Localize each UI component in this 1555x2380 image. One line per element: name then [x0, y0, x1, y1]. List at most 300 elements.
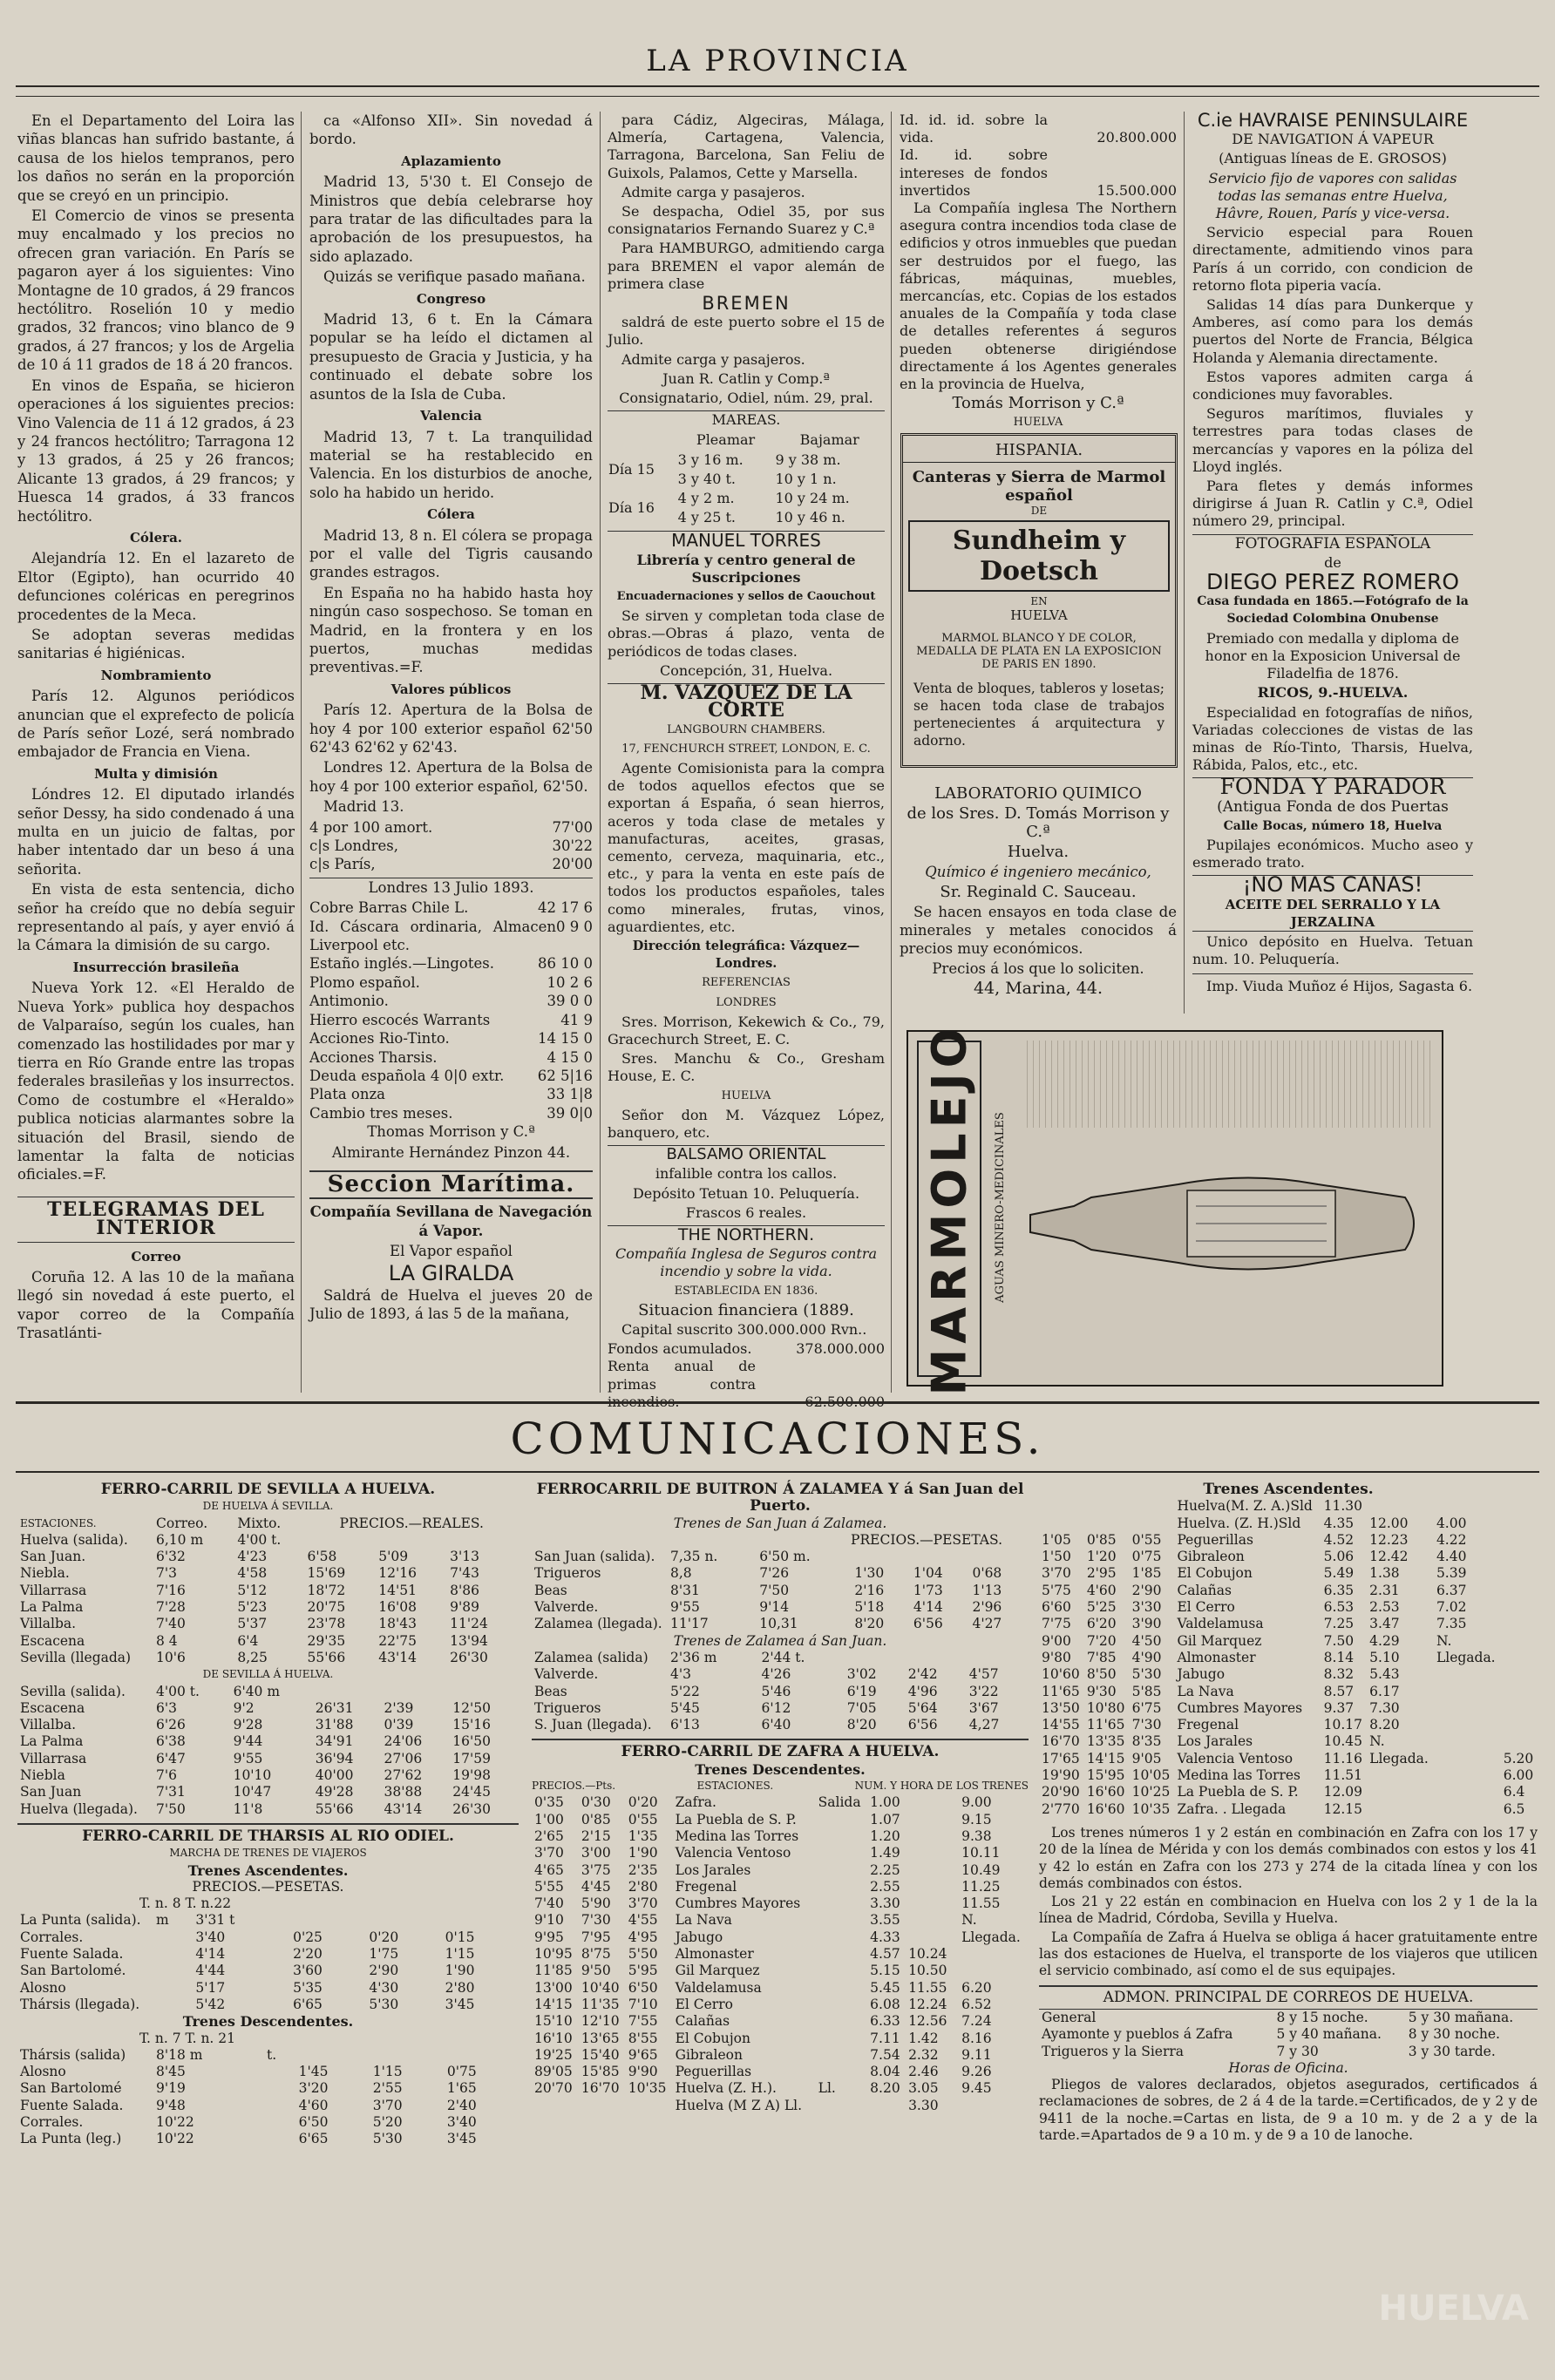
table-row — [532, 2098, 1029, 2114]
table-cell: 16'10 — [534, 2030, 573, 2046]
table-cell: Jabugo — [675, 1929, 723, 1945]
table-cell: 4,27 — [968, 1717, 1000, 1733]
ad-subtitle: Canteras y Sierra de Marmol español — [912, 468, 1166, 505]
table-row — [532, 1929, 1029, 1946]
table-cell — [816, 1963, 868, 1979]
quote-row — [309, 973, 593, 992]
table-cell: Calañas — [675, 2013, 730, 2030]
table-cell: N. — [1436, 1632, 1452, 1649]
table-row — [532, 1794, 1029, 1811]
timetable-body — [532, 1650, 1029, 1733]
table-cell — [1501, 1549, 1538, 1565]
table-cell: 3'20 — [298, 2080, 329, 2097]
table-cell: 2.25 — [870, 1861, 900, 1878]
article-paragraph: Madrid 13, 6 t. En la Cámara popular se ha leído el dictamen al presupuesto de Gracia y Justicia, y ha continuado el debate sobre los asuntos de la Isla de Cuba. — [309, 311, 593, 403]
table-row — [532, 1812, 1029, 1828]
table-cell: 0'35 — [534, 1794, 564, 1811]
table-cell: 5.43 — [1369, 1666, 1400, 1683]
table-cell — [264, 2131, 296, 2147]
ad-text: infalible contra los callos. — [655, 1165, 838, 1183]
table-cell: 1'15 — [372, 2064, 403, 2080]
table-cell: 16'50 — [452, 1733, 491, 1750]
table-cell — [153, 1946, 193, 1963]
quote-value: 33 1|8 — [547, 1086, 593, 1103]
table-cell: Gibraleon — [675, 2046, 743, 2063]
post-office-title: ADMON. PRINCIPAL DE CORREOS DE HUELVA. — [1039, 1985, 1538, 2010]
table-cell: 16'70 — [581, 2080, 620, 2097]
table-row — [1039, 1650, 1538, 1666]
timetable-subtitle: Trenes Descendentes. — [695, 1760, 866, 1778]
table-cell — [264, 2064, 296, 2080]
table-cell: 13'00 — [534, 1979, 573, 1996]
section-heading: Nombramiento — [100, 667, 212, 683]
table-row — [532, 1583, 1029, 1599]
table-cell: 3'31 t — [195, 1912, 235, 1929]
table-cell: Huelva (salida). — [20, 1531, 128, 1548]
table-cell: 11.16 — [1323, 1750, 1363, 1766]
table-cell: 4'60 — [298, 2097, 329, 2113]
table-cell: 9'55 — [670, 1599, 700, 1616]
table-row — [17, 1633, 519, 1650]
table-cell — [1084, 1515, 1130, 1532]
table-cell — [967, 1650, 1029, 1666]
timetable-ascendentes — [1039, 1482, 1538, 2146]
table-cell: 6'75 — [1131, 1699, 1162, 1716]
table-cell: 8'50 — [1086, 1666, 1117, 1683]
table-cell: 2.46 — [908, 2064, 939, 2080]
table-row — [1039, 1684, 1538, 1700]
table-cell — [969, 1549, 1029, 1565]
ad-text: Venta de bloques, tableros y losetas; se hacen toda clase de trabajos pertenecientes á arquitectura y adorno. — [913, 681, 1165, 749]
table-cell: 5.15 — [870, 1963, 900, 1979]
table-row — [532, 2064, 1029, 2080]
table-cell — [153, 1929, 193, 1946]
table-row — [17, 1946, 519, 1963]
quote-value: 20'00 — [552, 856, 593, 873]
column-ads-3 — [1192, 112, 1473, 998]
table-cell: 6.33 — [870, 2013, 900, 2030]
table-cell: 8.20 — [1369, 1717, 1400, 1733]
ad-text: saldrá de este puerto sobre el 15 de Julio. — [608, 314, 885, 349]
table-cell: 2'36 m — [670, 1649, 717, 1665]
table-cell: 4.57 — [870, 1946, 900, 1963]
table-cell — [153, 1963, 193, 1979]
table-cell: 10.17 — [1323, 1717, 1363, 1733]
timetable-note: Los 21 y 22 están en combinacion en Huelva con los 2 y 1 de la la línea de Madrid, Córdoba, Sevilla y Huelva. — [1039, 1894, 1538, 1927]
table-cell: 4'14 — [913, 1599, 943, 1616]
table-cell — [959, 2098, 1029, 2114]
article-paragraph: Quizás se verifique pasado mañana. — [323, 268, 586, 286]
ad-signature: Tomás Morrison y C.ª — [952, 394, 1124, 413]
table-cell — [532, 2098, 579, 2114]
tides-cell: 4 y 2 m. — [677, 490, 735, 507]
table-cell: 6'50 m. — [759, 1549, 811, 1565]
table-cell: 6.37 — [1436, 1582, 1467, 1598]
table-cell: 0'30 — [581, 1794, 611, 1811]
quote-value: 39 0 0 — [547, 993, 593, 1010]
table-cell: 15'16 — [452, 1717, 491, 1733]
table-cell: 9'10 — [534, 1912, 564, 1929]
table-cell: 5.39 — [1436, 1565, 1467, 1582]
quote-row — [309, 855, 593, 873]
ad-address: Calle Bocas, número 18, Huelva — [1223, 818, 1443, 833]
table-cell: 7.24 — [961, 2013, 992, 2030]
table-cell: 6'60 — [1042, 1599, 1071, 1616]
table-row — [1039, 1801, 1538, 1818]
table-cell: 1'73 — [913, 1582, 943, 1598]
table-cell: 11'24 — [450, 1616, 488, 1632]
table-cell: 16'70 — [1042, 1733, 1080, 1750]
table-cell: 14'15 — [534, 1996, 573, 2012]
quote-label: Plata onza — [309, 1086, 386, 1103]
ad-text: La Compañía inglesa The Northern asegura contra incendios toda clase de edificios y otros inmuebles que puedan ser destruidos por el fuego, las fábricas, máquinas, muebles, mercancías, etc. Copias de los estados anuales de la Compañía y toda clase de detalles referentes á seguros pueden obtenerse dirigiéndose directamente á los Agentes generales en la provincia de Huelva, — [900, 200, 1177, 393]
table-cell: 6.4 — [1503, 1784, 1525, 1800]
table-cell — [816, 1845, 868, 1861]
table-row — [1039, 1633, 1538, 1650]
table-row — [17, 1997, 519, 2013]
table-cell: Calañas — [1177, 1582, 1232, 1598]
table-row — [1039, 1498, 1538, 1515]
table-row — [532, 2031, 1029, 2047]
table-cell: 19'25 — [534, 2046, 573, 2063]
table-row — [1039, 1767, 1538, 1784]
section-heading: Correo — [131, 1248, 181, 1265]
table-cell: 8.20 — [870, 2080, 900, 2097]
table-cell: 1'50 — [1042, 1549, 1071, 1565]
table-cell: 7.35 — [1436, 1616, 1467, 1632]
table-cell: 0'39 — [384, 1717, 414, 1733]
table-cell — [1434, 1784, 1501, 1800]
table-cell: Trigueros y la Sierra — [1042, 2043, 1185, 2059]
table-cell: Escacena — [20, 1632, 85, 1649]
table-cell — [1501, 1498, 1538, 1515]
table-cell: 9'95 — [534, 1929, 564, 1945]
table-cell: 14'55 — [1042, 1717, 1080, 1733]
table-cell: 7'55 — [628, 2013, 658, 2030]
table-cell: 10'60 — [1042, 1666, 1080, 1683]
timetable-subtitle: DE SEVILLA Á HUELVA. — [202, 1668, 334, 1681]
table-cell: Villarrasa — [20, 1750, 87, 1766]
table-cell: 8 y 15 noche. — [1276, 2009, 1368, 2025]
table-cell: S. Juan (llegada). — [534, 1717, 652, 1733]
table-cell: 5'30 — [369, 1996, 399, 2012]
quote-row — [309, 992, 593, 1010]
table-cell: 7'40 — [156, 1616, 186, 1632]
table-cell: Gibraleon — [1177, 1549, 1245, 1565]
table-row — [1039, 1532, 1538, 1549]
table-cell — [816, 1812, 868, 1828]
table-cell — [867, 2098, 906, 2114]
column-divider — [891, 112, 892, 1393]
timetable-table — [532, 1794, 1029, 2114]
article-paragraph: ca «Alfonso XII». Sin novedad á bordo. — [309, 112, 593, 148]
table-row — [17, 1684, 519, 1700]
table-row — [532, 1895, 1029, 1912]
table-cell: La Puebla de S. P. — [675, 1811, 797, 1827]
table-cell: 11'35 — [581, 1996, 620, 2012]
table-row — [17, 2131, 519, 2147]
table-cell: Fuente Salada. — [20, 1946, 124, 1963]
table-cell: 5'75 — [1042, 1582, 1071, 1598]
table-cell: San Juan. — [20, 1549, 86, 1565]
table-cell: Gil Marquez — [1177, 1632, 1262, 1649]
article-paragraph: París 12. Apertura de la Bolsa de hoy 4 por 100 exterior español 62'50 62'43 62'62 y 62'43. — [309, 702, 593, 756]
table-cell: 4'50 — [1131, 1632, 1162, 1649]
table-cell: 19'90 — [1042, 1767, 1080, 1784]
table-cell: Trigueros — [534, 1699, 601, 1716]
finance-value: 20.800.000 — [1097, 129, 1177, 146]
table-cell — [906, 1845, 954, 1861]
table-cell — [296, 2047, 370, 2064]
timetable-note: Los trenes números 1 y 2 están en combinación en Zafra con los 17 y 20 de la línea de Mérida y con los demás combinados con estos y los 41 y 42 lo están en Zafra con los 273 y 274 de la citada línea y con los demás combinados con éstos. — [1039, 1824, 1538, 1891]
table-cell: 12.09 — [1323, 1784, 1363, 1800]
table-cell: 9.11 — [961, 2046, 992, 2063]
table-cell: San Bartolomé — [20, 2080, 122, 2097]
ad-text: Compañía Inglesa de Seguros contra incendio y sobre la vida. — [615, 1245, 878, 1280]
table-cell: General — [1042, 2009, 1097, 2025]
table-cell: 3'45 — [446, 2131, 477, 2147]
ship-name: BREMEN — [702, 293, 791, 315]
table-cell — [1501, 1650, 1538, 1666]
table-cell: 5.45 — [870, 1979, 900, 1996]
table-cell: 27'62 — [384, 1767, 423, 1784]
table-cell: 4'65 — [534, 1861, 564, 1878]
table-cell: 4'58 — [237, 1565, 268, 1582]
table-cell: 1'35 — [628, 1827, 658, 1844]
table-cell: El Cerro — [1177, 1599, 1235, 1616]
table-cell: 5'42 — [195, 1996, 226, 2012]
quote-value: 0 9 0 — [556, 918, 593, 935]
ad-text: Seguros marítimos, fluviales y terrestres para todas clases de mercancías y vapores en la póliza del Lloyd inglés. — [1192, 405, 1473, 475]
table-cell: Niebla — [20, 1767, 65, 1784]
table-cell: 1.20 — [870, 1827, 900, 1844]
col-header: Mixto. — [237, 1515, 282, 1531]
table-row — [1039, 1549, 1538, 1565]
table-cell: 3'70 — [372, 2097, 403, 2113]
table-cell: 10.11 — [961, 1845, 1001, 1861]
table-cell: 16'60 — [1086, 1800, 1125, 1817]
timetable-subtitle: Trenes Descendentes. — [182, 2013, 354, 2031]
article-paragraph: París 12. Algunos periódicos anuncian que el exprefecto de policía de París señor Lozé, será nombrado embajador de Francia en Viena. — [17, 688, 295, 761]
table-cell: 18'43 — [378, 1616, 418, 1632]
table-row — [1039, 2044, 1538, 2060]
ad-text: EN — [1030, 595, 1048, 607]
table-cell: 7.25 — [1323, 1616, 1355, 1632]
table-cell: 20'90 — [1042, 1784, 1080, 1800]
table-cell: Fregenal — [675, 1878, 737, 1895]
bottle-illustration — [1022, 1136, 1431, 1311]
ad-subtitle: HUELVA — [1013, 416, 1063, 430]
table-cell: Zalamea (llegada). — [534, 1616, 662, 1632]
table-cell: 1'13 — [972, 1582, 1002, 1598]
table-cell — [816, 2064, 868, 2080]
quote-label: Acciones Rio-Tinto. — [309, 1030, 450, 1048]
table-cell: 7'3 — [156, 1565, 177, 1582]
table-cell — [816, 2047, 868, 2064]
table-cell: Llegada. — [1436, 1649, 1496, 1665]
table-cell: 6'20 — [1086, 1616, 1117, 1632]
table-cell: 2'55 — [372, 2080, 403, 2097]
table-cell: 4.52 — [1323, 1531, 1355, 1548]
table-cell: El Cobujon — [675, 2030, 750, 2046]
timetable-title: FERRO-CARRIL DE THARSIS AL RIO ODIEL. — [17, 1823, 519, 1845]
table-cell — [1434, 1717, 1501, 1733]
table-cell: 6,10 m — [156, 1531, 204, 1548]
table-cell: 6'3 — [156, 1699, 177, 1716]
table-cell — [906, 1812, 954, 1828]
ad-subtitle: HUELVA — [721, 1088, 771, 1102]
table-cell: Alosno — [20, 1979, 66, 1996]
table-cell: 1.38 — [1369, 1565, 1400, 1582]
table-cell: Medina las Torres — [1177, 1767, 1301, 1784]
table-cell: Valencia Ventoso — [1177, 1750, 1294, 1766]
quotes-list — [309, 818, 593, 874]
table-row — [1039, 2026, 1538, 2043]
table-cell: 9'89 — [450, 1599, 479, 1616]
table-row — [17, 1801, 519, 1818]
timetable-body — [17, 2047, 519, 2148]
tides-col-header: Bajamar — [799, 431, 859, 449]
table-row — [1039, 2010, 1538, 2026]
table-cell — [153, 1980, 193, 1997]
table-cell: 12'50 — [452, 1699, 491, 1716]
column-divider — [301, 112, 302, 1393]
table-cell: 2'15 — [581, 1827, 611, 1844]
table-cell: 17'65 — [1042, 1750, 1080, 1766]
ad-subtitle: (Antiguas líneas de E. GROSOS) — [1219, 150, 1447, 167]
table-cell: 40'00 — [315, 1767, 354, 1784]
table-cell — [1434, 1700, 1501, 1717]
table-cell: 26'30 — [450, 1649, 488, 1665]
finance-row — [900, 146, 1177, 200]
table-cell: 4'45 — [581, 1878, 611, 1895]
ad-text: Capital suscrito 300.000.000 Rvn.. — [621, 1321, 867, 1338]
table-cell: 6'19 — [846, 1683, 877, 1699]
table-cell — [1367, 1767, 1434, 1784]
col-header: NUM. Y HORA DE LOS TRENES — [854, 1780, 1029, 1793]
archive-watermark — [1337, 2288, 1529, 2358]
table-cell: 1'75 — [369, 1946, 399, 1963]
table-cell: 15'85 — [581, 2064, 620, 2080]
table-cell — [1501, 1565, 1538, 1582]
quote-label: Hierro escocés Warrants — [309, 1011, 491, 1028]
table-row — [532, 1549, 1029, 1565]
table-cell: 8.32 — [1323, 1666, 1355, 1683]
ad-text: Para HAMBURGO, admitiendo carga para BREMEN el vapor alemán de primera clase — [608, 240, 885, 292]
table-cell — [1501, 1700, 1538, 1717]
table-cell: 7'50 — [759, 1582, 790, 1598]
table-row — [532, 1828, 1029, 1845]
table-cell: 4'30 — [369, 1979, 399, 1996]
article-paragraph: El Comercio de vinos se presenta muy encalmado y los precios no ofrecen gran variación. En París se pagaron ayer á los siguientes: Vino Montagne de 10 grados, á 29 francos hectólitro. Roselión 10 y medio grados, 32 francos; vino blanco de 9 grados, á 27 francos; y los de Argelia de 10 á 11 grados de 18 á 20 francos. — [17, 207, 295, 374]
table-cell: 7'95 — [581, 1929, 611, 1945]
timetable-title: Trenes Ascendentes. — [1203, 1481, 1374, 1498]
timetable-body — [532, 1794, 1029, 2114]
article-paragraph: En vinos de España, se hicieron operaciones á los siguientes precios: Vino Valencia de 11 á 12 grados, á 23 y 24 francos hectólitro; Tarragona 12 y 13 grados, á 25 y 26 francos; Alicante 13 grados, á 29 francos; y Huesca 14 grados, á 33 francos hectólitro. — [17, 376, 295, 525]
ad-text: Dirección telegráfica: Vázquez—Londres. — [632, 938, 860, 972]
table-cell: 23'78 — [307, 1616, 346, 1632]
quote-row — [309, 1067, 593, 1085]
table-cell — [1501, 1717, 1538, 1733]
quote-row — [309, 1104, 593, 1122]
timetable-header — [532, 1778, 1029, 1794]
table-cell — [816, 1862, 868, 1879]
table-cell: 11.51 — [1323, 1767, 1363, 1784]
ad-subtitle: Encuadernaciones y sellos de Caouchout — [616, 590, 876, 604]
table-cell: Cumbres Mayores — [675, 1895, 801, 1912]
article-paragraph: Alejandría 12. En el lazareto de Eltor (Egipto), han ocurrido 40 defunciones coléricas en peregrinos procedentes de la Meca. — [17, 550, 295, 623]
table-cell — [626, 2098, 673, 2114]
table-cell: Huelva. (Z. H.)Sld — [1177, 1515, 1301, 1531]
table-cell: 6.35 — [1323, 1582, 1355, 1598]
table-row — [532, 1616, 1029, 1632]
table-cell: 2'20 — [293, 1946, 323, 1963]
ad-text: Estos vapores admiten carga á condiciones muy favorables. — [1192, 368, 1473, 403]
ad-address: 17, FENCHURCH STREET, LONDON, E. C. — [621, 742, 871, 756]
timetable-title: FERRO-CARRIL DE ZAFRA A HUELVA. — [532, 1739, 1029, 1760]
table-row — [1039, 1666, 1538, 1683]
table-cell: 9.37 — [1323, 1699, 1355, 1716]
table-cell — [906, 1895, 954, 1912]
tides-cell: 10 y 46 n. — [775, 509, 845, 526]
table-cell — [1367, 1801, 1434, 1818]
timetable-subtitle: PRECIOS.—PESETAS. — [192, 1878, 344, 1895]
table-cell: El Cobujon — [1177, 1565, 1253, 1582]
table-row — [1039, 1599, 1538, 1616]
table-cell — [313, 1684, 382, 1700]
table-cell: 10'95 — [534, 1946, 573, 1963]
timetable-body — [17, 1912, 519, 2013]
table-cell: 24'45 — [452, 1784, 491, 1800]
section-heading: Valencia — [420, 408, 482, 424]
table-cell: 8'35 — [1131, 1733, 1162, 1750]
table-cell — [1501, 1515, 1538, 1532]
timetable-title: FERROCARRIL DE BUITRON Á ZALAMEA Y á San Juan del Puerto. — [536, 1481, 1024, 1515]
ad-subtitle: LANGBOURN CHAMBERS. — [667, 722, 825, 736]
table-cell — [1501, 1733, 1538, 1750]
table-cell: Salida — [818, 1794, 861, 1811]
table-cell: 9'05 — [1131, 1750, 1162, 1766]
timetable-subtitle: PRECIOS.—PESETAS. — [851, 1531, 1002, 1548]
ad-title: LABORATORIO QUIMICO — [934, 784, 1142, 803]
table-row — [17, 1767, 519, 1784]
table-cell: 0'55 — [1131, 1531, 1162, 1548]
table-cell: 4'90 — [1131, 1649, 1162, 1665]
quote-value: 41 9 — [560, 1011, 593, 1028]
table-cell: 2'770 — [1042, 1800, 1080, 1817]
column-news-1 — [17, 112, 295, 1345]
table-cell — [816, 1946, 868, 1963]
table-cell: Huelva (M Z A) Ll. — [675, 2097, 803, 2113]
table-cell: 3'75 — [581, 1861, 611, 1878]
table-row — [1039, 1733, 1538, 1750]
table-cell: 2'90 — [369, 1963, 399, 1979]
table-cell: 5'85 — [1131, 1683, 1162, 1699]
table-cell — [911, 1549, 970, 1565]
table-cell — [579, 2098, 626, 2114]
column-ads-2 — [900, 112, 1177, 434]
article-paragraph: Coruña 12. A las 10 de la mañana llegó sin novedad á este puerto, el vapor correo de la Compañía Trasatlánti- — [17, 1268, 295, 1342]
quote-value: 10 2 6 — [547, 973, 593, 991]
ad-subtitle: (Antigua Fonda de dos Puertas — [1217, 797, 1449, 816]
table-cell: 3'60 — [293, 1963, 323, 1979]
table-row — [532, 1997, 1029, 2013]
table-cell: 10,31 — [759, 1616, 798, 1632]
marmolejo-subtitle: AGUAS MINERO-MEDICINALES — [993, 1111, 1007, 1303]
table-cell: 7'85 — [1086, 1649, 1117, 1665]
table-cell — [816, 1997, 868, 2013]
table-cell: Almonaster — [675, 1946, 754, 1963]
